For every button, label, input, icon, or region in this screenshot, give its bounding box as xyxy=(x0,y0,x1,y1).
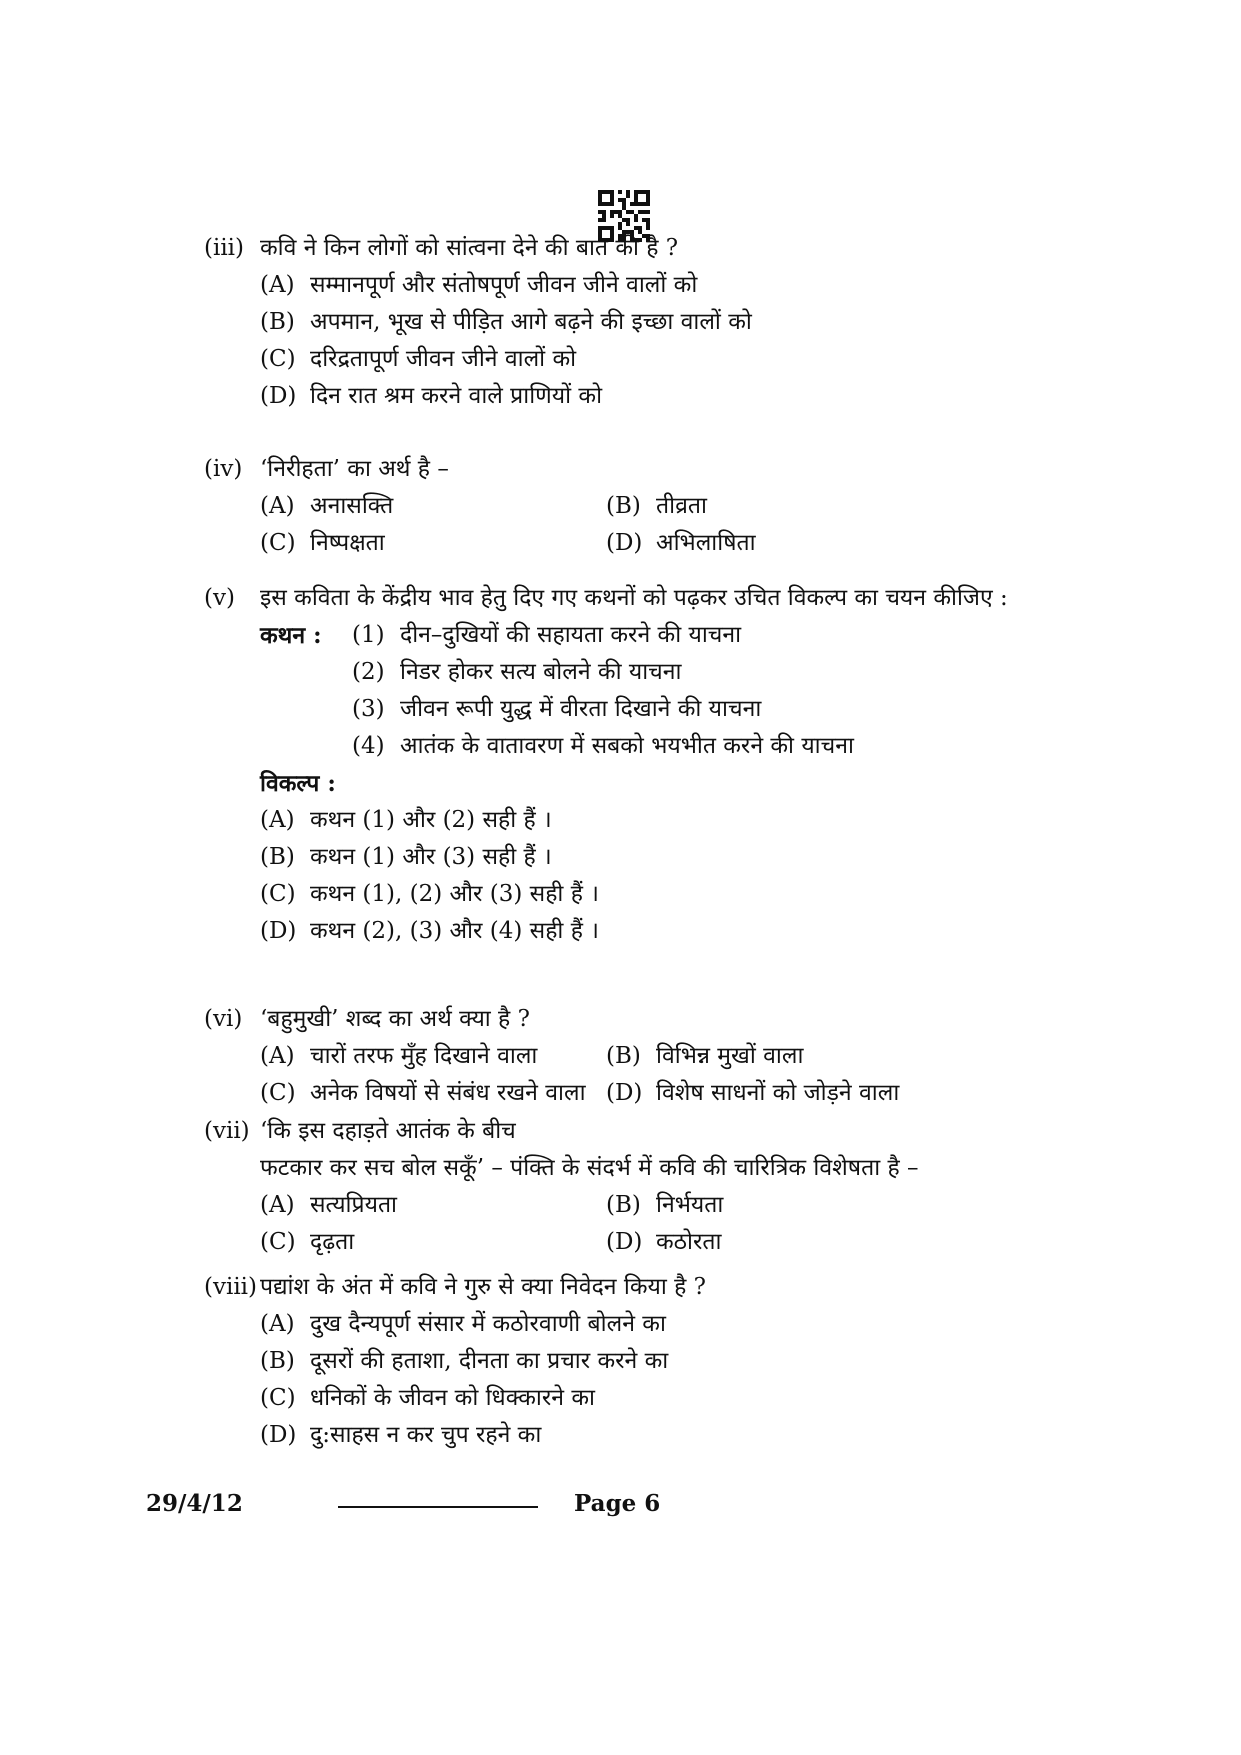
statement-text: दीन–दुखियों की सहायता करने की याचना xyxy=(400,622,742,648)
option-d-text[interactable]: विशेष साधनों को जोड़ने वाला xyxy=(656,1080,900,1106)
option-b[interactable] xyxy=(204,1343,1064,1380)
option-c-label[interactable]: (C) xyxy=(260,530,296,556)
paper-code: 29/4/12 xyxy=(146,1490,243,1517)
option-row xyxy=(204,1038,1064,1075)
option-text: सम्मानपूर्ण और संतोषपूर्ण जीवन जीने वालों को xyxy=(310,272,698,298)
statement-number: (4) xyxy=(352,733,385,759)
question-iii xyxy=(204,230,1064,415)
option-text: अपमान, भूख से पीड़ित आगे बढ़ने की इच्छा वालों को xyxy=(310,309,752,335)
options-label: विकल्प : xyxy=(260,770,336,797)
option-row xyxy=(204,525,1064,562)
option-c[interactable] xyxy=(204,1380,1064,1417)
question-text: ‘निरीहता’ का अर्थ है – xyxy=(260,456,449,482)
statement-row xyxy=(204,691,1064,728)
option-c[interactable] xyxy=(204,341,1064,378)
option-label: (A) xyxy=(260,807,295,833)
option-c-text[interactable]: दृढ़ता xyxy=(310,1229,355,1255)
question-text-continued: फटकार कर सच बोल सकूँ’ – पंक्ति के संदर्भ में कवि की चारित्रिक विशेषता है – xyxy=(260,1155,919,1181)
statement-text: निडर होकर सत्य बोलने की याचना xyxy=(400,659,682,685)
statement-text: आतंक के वातावरण में सबको भयभीत करने की याचना xyxy=(400,733,854,759)
option-b-text[interactable]: विभिन्न मुखों वाला xyxy=(656,1043,804,1069)
statement-row xyxy=(204,617,1064,654)
option-a-label[interactable]: (A) xyxy=(260,1192,295,1218)
option-d[interactable] xyxy=(204,913,1064,950)
option-c[interactable] xyxy=(204,876,1064,913)
question-v xyxy=(204,580,1064,950)
footer-divider xyxy=(338,1506,538,1508)
question-vii xyxy=(204,1113,1064,1261)
question-text: पद्यांश के अंत में कवि ने गुरु से क्या निवेदन किया है ? xyxy=(260,1274,706,1300)
option-text: दु:साहस न कर चुप रहने का xyxy=(310,1422,542,1448)
question-number: (vi) xyxy=(204,1006,243,1032)
option-b-label[interactable]: (B) xyxy=(606,1043,641,1069)
option-a-text[interactable]: चारों तरफ मुँह दिखाने वाला xyxy=(310,1043,538,1069)
option-b[interactable] xyxy=(204,304,1064,341)
option-d-label[interactable]: (D) xyxy=(606,1229,643,1255)
option-row xyxy=(204,1075,1064,1112)
question-iv xyxy=(204,451,1064,562)
question-text: ‘बहुमुखी’ शब्द का अर्थ क्या है ? xyxy=(260,1006,530,1032)
option-label: (B) xyxy=(260,309,295,335)
option-d-label[interactable]: (D) xyxy=(606,530,643,556)
option-a[interactable] xyxy=(204,1306,1064,1343)
option-a[interactable] xyxy=(204,802,1064,839)
option-b-label[interactable]: (B) xyxy=(606,1192,641,1218)
option-row xyxy=(204,488,1064,525)
option-a-label[interactable]: (A) xyxy=(260,1043,295,1069)
statement-row xyxy=(204,728,1064,765)
option-text: कथन (1) और (3) सही हैं । xyxy=(310,844,552,870)
option-a-text[interactable]: सत्यप्रियता xyxy=(310,1192,398,1218)
option-c-label[interactable]: (C) xyxy=(260,1229,296,1255)
option-label: (D) xyxy=(260,918,297,944)
option-row xyxy=(204,1187,1064,1224)
option-row xyxy=(204,1224,1064,1261)
option-d[interactable] xyxy=(204,1417,1064,1454)
option-text: दिन रात श्रम करने वाले प्राणियों को xyxy=(310,383,603,409)
option-a-text[interactable]: अनासक्ति xyxy=(310,493,394,519)
statement-number: (3) xyxy=(352,696,385,722)
option-c-text[interactable]: निष्पक्षता xyxy=(310,530,385,556)
option-text: दूसरों की हताशा, दीनता का प्रचार करने का xyxy=(310,1348,669,1374)
page-number: Page 6 xyxy=(574,1490,661,1517)
statement-text: जीवन रूपी युद्ध में वीरता दिखाने की याचना xyxy=(400,696,762,722)
question-vi xyxy=(204,1001,1064,1112)
question-viii xyxy=(204,1269,1064,1454)
question-number: (viii) xyxy=(204,1274,258,1300)
option-d[interactable] xyxy=(204,378,1064,415)
option-label: (D) xyxy=(260,1422,297,1448)
option-label: (B) xyxy=(260,844,295,870)
option-text: धनिकों के जीवन को धिक्कारने का xyxy=(310,1385,595,1411)
option-b-text[interactable]: तीव्रता xyxy=(656,493,707,519)
statements-label: कथन : xyxy=(260,622,322,649)
option-text: कथन (1) और (2) सही हैं । xyxy=(310,807,552,833)
option-label: (C) xyxy=(260,1385,296,1411)
option-text: कथन (1), (2) और (3) सही हैं । xyxy=(310,881,599,907)
statement-row xyxy=(204,654,1064,691)
option-a-label[interactable]: (A) xyxy=(260,493,295,519)
option-label: (C) xyxy=(260,346,296,372)
option-text: दुख दैन्यपूर्ण संसार में कठोरवाणी बोलने का xyxy=(310,1311,666,1337)
option-label: (B) xyxy=(260,1348,295,1374)
question-number: (iii) xyxy=(204,235,245,261)
option-d-text[interactable]: अभिलाषिता xyxy=(656,530,756,556)
option-label: (A) xyxy=(260,1311,295,1337)
question-number: (vii) xyxy=(204,1118,250,1144)
question-number: (iv) xyxy=(204,456,243,482)
option-b-text[interactable]: निर्भयता xyxy=(656,1192,724,1218)
question-number: (v) xyxy=(204,585,235,611)
option-a[interactable] xyxy=(204,267,1064,304)
option-c-text[interactable]: अनेक विषयों से संबंध रखने वाला xyxy=(310,1080,586,1106)
option-label: (C) xyxy=(260,881,296,907)
option-d-text[interactable]: कठोरता xyxy=(656,1229,722,1255)
option-c-label[interactable]: (C) xyxy=(260,1080,296,1106)
options-heading-row xyxy=(204,765,1064,802)
option-d-label[interactable]: (D) xyxy=(606,1080,643,1106)
option-b[interactable] xyxy=(204,839,1064,876)
question-text: ‘कि इस दहाड़ते आतंक के बीच xyxy=(260,1118,516,1144)
option-b-label[interactable]: (B) xyxy=(606,493,641,519)
option-label: (D) xyxy=(260,383,297,409)
statement-number: (1) xyxy=(352,622,385,648)
option-text: दरिद्रतापूर्ण जीवन जीने वालों को xyxy=(310,346,577,372)
statement-number: (2) xyxy=(352,659,385,685)
question-text: इस कविता के केंद्रीय भाव हेतु दिए गए कथनों को पढ़कर उचित विकल्प का चयन कीजिए : xyxy=(260,585,1008,611)
question-text: कवि ने किन लोगों को सांत्वना देने की बात की है ? xyxy=(260,235,679,261)
option-label: (A) xyxy=(260,272,295,298)
option-text: कथन (2), (3) और (4) सही हैं । xyxy=(310,918,599,944)
